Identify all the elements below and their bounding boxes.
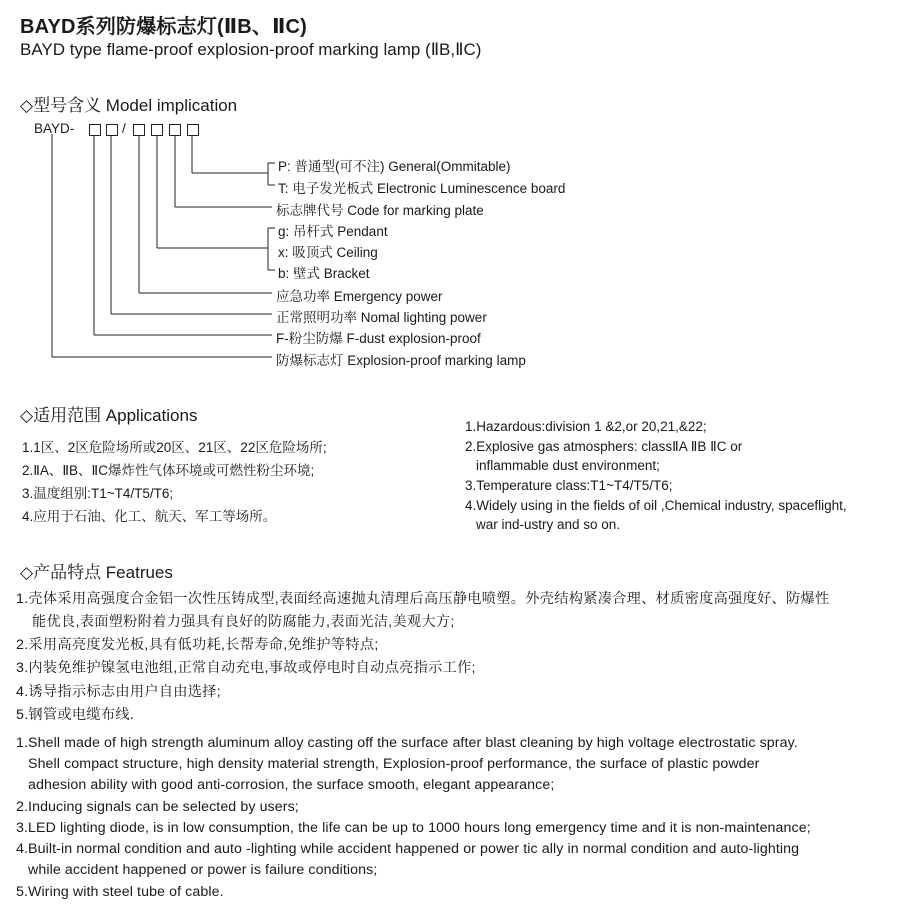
feature-cn-item: 1.壳体采用高强度合金铝一次性压铸成型,表面经高速抛丸清理后高压静电喷塑。外壳结构紧凑合理、材质密度高强度好、防爆性 [16, 591, 830, 607]
feature-cn-item: 2.采用高亮度发光板,具有低功耗,长帮寿命,免维护等特点; [16, 637, 379, 653]
page-title: BAYD系列防爆标志灯(ⅡB、ⅡC) [20, 16, 307, 38]
feature-cn-item: 能优良,表面塑粉附着力强具有良好的防腐能力,表面光洁,美观大方; [32, 614, 455, 630]
model-code-prefix: BAYD- [34, 121, 75, 136]
feature-en-item: 2.Inducing signals can be selected by users; [16, 799, 299, 815]
application-cn-item: 4.应用于石油、化工、航天、军工等场所。 [22, 509, 277, 524]
model-label-lamp: 防爆标志灯 Explosion-proof marking lamp [276, 353, 526, 368]
feature-en-item: 1.Shell made of high strength aluminum alloy casting off the surface after blast cleaning by high voltage electrostatic spray. [16, 735, 798, 751]
feature-en-item: Shell compact structure, high density material strength, Explosion-proof performance, the surface of plastic powder [28, 756, 760, 772]
model-heading: ◇型号含义 Model implication [20, 96, 238, 115]
application-en-item: 3.Temperature class:T1~T4/T5/T6; [465, 478, 673, 493]
feature-cn-item: 3.内装免维护镍氢电池组,正常自动充电,事故或停电时自动点亮指示工作; [16, 660, 476, 676]
application-cn-item: 2.ⅡA、ⅡB、ⅡC爆炸性气体环境或可燃性粉尘环境; [22, 463, 315, 478]
application-en-item: 1.Hazardous:division 1 &2,or 20,21,&22; [465, 419, 707, 434]
application-en-item: war ind-ustry and so on. [476, 517, 621, 532]
application-cn-item: 3.温度组别:T1~T4/T5/T6; [22, 486, 174, 501]
model-label-normal: 正常照明功率 Nomal lighting power [276, 310, 487, 325]
model-label-dust: F-粉尘防爆 F-dust explosion-proof [276, 331, 481, 346]
application-en-item: 2.Explosive gas atmosphers: classⅡA ⅡB ⅡC or [465, 439, 743, 454]
feature-en-item: 4.Built-in normal condition and auto -lighting while accident happened or power tic ally in normal condition and auto-lighting [16, 841, 800, 857]
application-cn-item: 1.1区、2区危险场所或20区、21区、22区危险场所; [22, 440, 327, 455]
model-label-t: T: 电子发光板式 Electronic Luminescence board [278, 181, 566, 196]
feature-en-item: 5.Wiring with steel tube of cable. [16, 884, 224, 900]
features-heading: ◇产品特点 Featrues [20, 563, 173, 582]
model-label-plate-code: 标志牌代号 Code for marking plate [276, 203, 484, 218]
model-code-slash: / [122, 121, 126, 136]
model-label-x: x: 吸顶式 Ceiling [278, 245, 378, 260]
model-label-emergency: 应急功率 Emergency power [276, 289, 443, 304]
applications-heading: ◇适用范围 Applications [20, 406, 198, 425]
model-label-p: P: 普通型(可不注) General(Ommitable) [278, 159, 511, 174]
feature-cn-item: 4.诱导指示标志由用户自由选择; [16, 684, 222, 700]
application-en-item: inflammable dust environment; [476, 458, 660, 473]
page-subtitle: BAYD type flame-proof explosion-proof marking lamp (ⅡB,ⅡC) [20, 40, 482, 59]
application-en-item: 4.Widely using in the fields of oil ,Chemical industry, spaceflight, [465, 498, 847, 513]
model-label-b: b: 壁式 Bracket [278, 266, 370, 281]
feature-en-item: 3.LED lighting diode, is in low consumption, the life can be up to 1000 hours long emergency time and it is non-maintenance; [16, 820, 811, 836]
feature-cn-item: 5.钢管或电缆布线. [16, 707, 135, 723]
model-label-g: g: 吊杆式 Pendant [278, 224, 388, 239]
feature-en-item: while accident happened or power is failure conditions; [28, 862, 378, 878]
feature-en-item: adhesion ability with good anti-corrosion, the surface smooth, elegant appearance; [28, 777, 555, 793]
